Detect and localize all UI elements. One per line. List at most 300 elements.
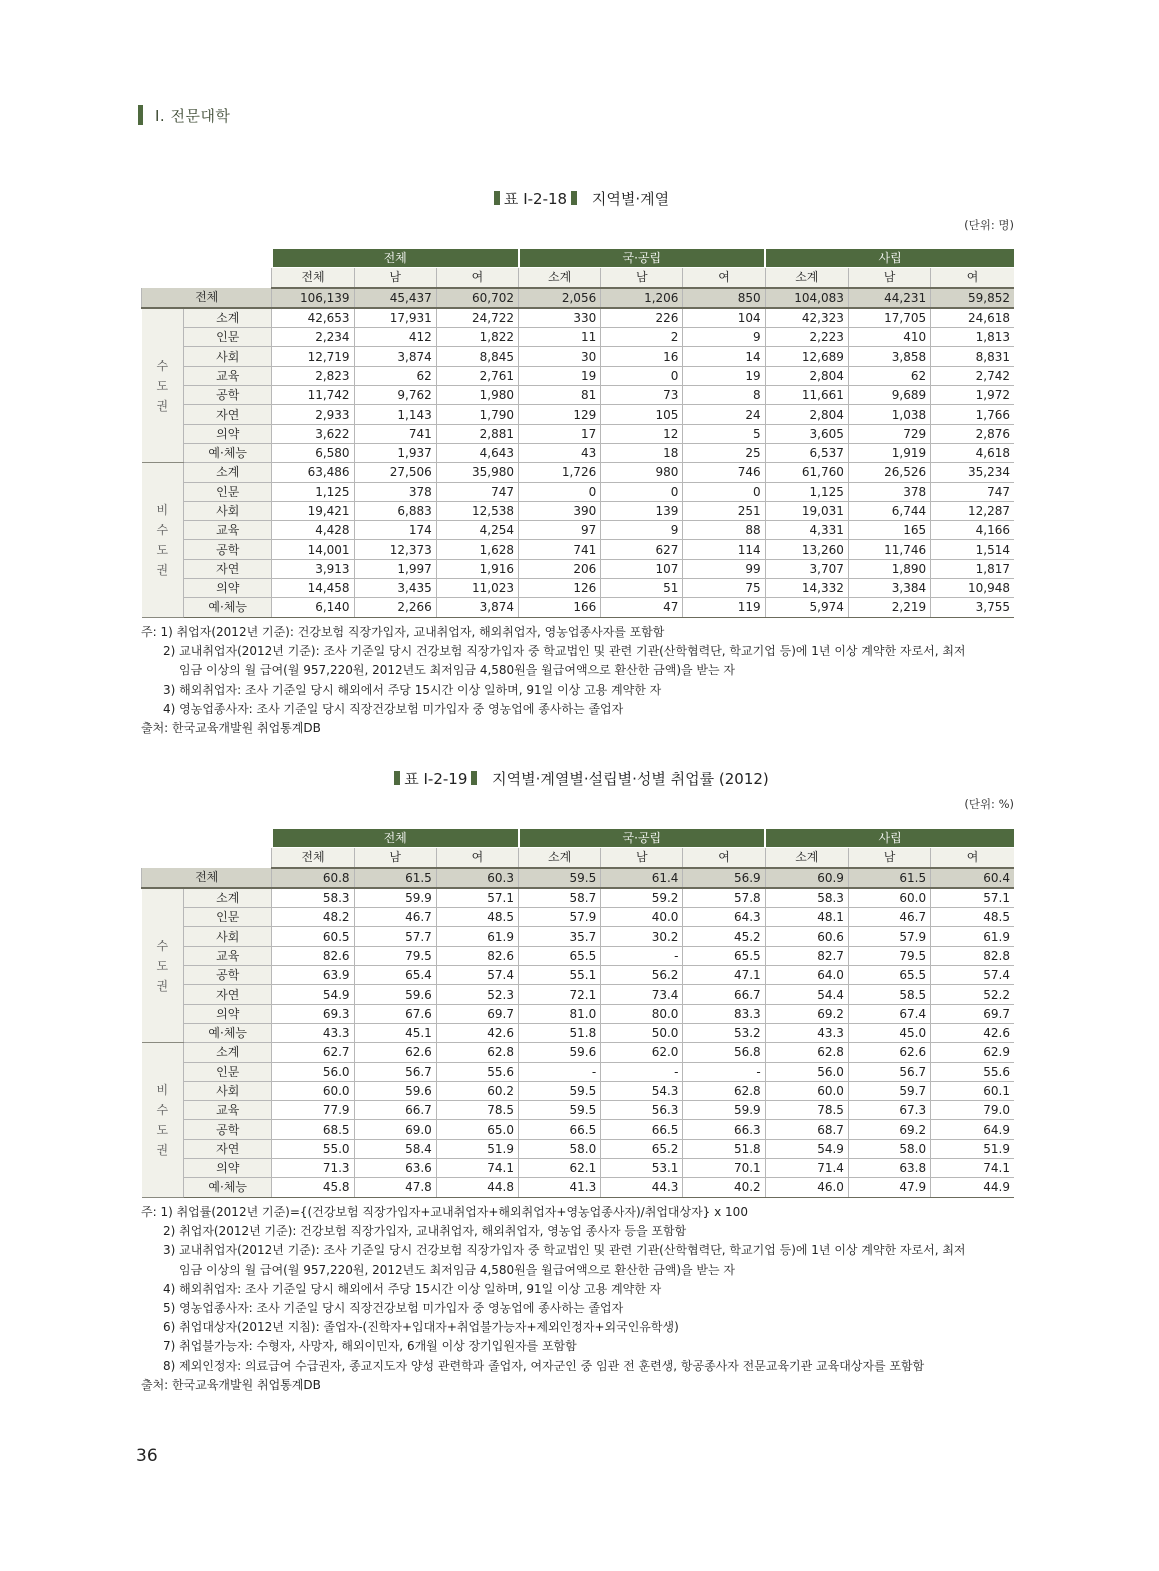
table-cell: 126 xyxy=(519,579,601,598)
table-cell: 44.8 xyxy=(436,1178,518,1197)
table-cell: 57.7 xyxy=(354,927,436,946)
category-label: 교육 xyxy=(184,1101,272,1120)
group-header: 사립 xyxy=(765,249,1014,268)
table-cell: 1,628 xyxy=(436,540,518,559)
table-row xyxy=(142,540,1015,559)
table-cell: 60.0 xyxy=(765,1081,848,1100)
table-cell: 59.5 xyxy=(519,1101,601,1120)
table-cell: 0 xyxy=(519,482,601,501)
section-bar xyxy=(138,105,143,125)
table-cell: 60,702 xyxy=(436,288,518,308)
table-cell: 82.6 xyxy=(436,946,518,965)
table-cell: 58.7 xyxy=(519,888,601,908)
group-header: 국·공립 xyxy=(519,249,766,268)
table-cell: 30.2 xyxy=(601,927,683,946)
table-cell: 72.1 xyxy=(519,985,601,1004)
row-label: 전체 xyxy=(142,288,272,308)
table-cell: 11,742 xyxy=(272,386,354,405)
table-cell: 11,746 xyxy=(848,540,930,559)
table-cell: 79.5 xyxy=(848,946,930,965)
table-cell: 59.6 xyxy=(519,1043,601,1062)
table-cell: 2,761 xyxy=(436,366,518,385)
table-cell: 51.8 xyxy=(683,1139,765,1158)
table-cell: 13,260 xyxy=(765,540,848,559)
table-cell: 47.1 xyxy=(683,966,765,985)
table-cell: 41.3 xyxy=(519,1178,601,1197)
table-cell: 51.9 xyxy=(931,1139,1014,1158)
table-cell: 59.6 xyxy=(354,985,436,1004)
table-cell: 1,997 xyxy=(354,559,436,578)
table-row xyxy=(142,405,1015,424)
table-cell: 8,845 xyxy=(436,347,518,366)
title-marker xyxy=(494,191,500,205)
table-cell: 2,266 xyxy=(354,598,436,617)
note-line: 주: 1) 취업자(2012년 기준): 건강보험 직장가입자, 교내취업자, 해외취업자, 영농업종사자를 포함함 xyxy=(141,625,665,639)
table-cell: 42.6 xyxy=(931,1023,1014,1042)
note-line: 임금 이상의 월 급여(월 957,220원, 2012년도 최저임금 4,580원을 월급여액으로 환산한 금액)을 받는 자 xyxy=(179,1262,736,1277)
table-cell: 2,234 xyxy=(272,328,354,347)
table-cell: 88 xyxy=(683,521,765,540)
table-cell: 980 xyxy=(601,463,683,482)
column-header: 여 xyxy=(436,268,518,288)
table-cell: 42.6 xyxy=(436,1023,518,1042)
table-cell: 45.2 xyxy=(683,927,765,946)
table-row xyxy=(142,888,1015,908)
section-title: Ⅰ. 전문대학 xyxy=(155,106,231,125)
title-prefix: 표 xyxy=(404,770,419,788)
table-cell: 55.6 xyxy=(931,1062,1014,1081)
table-cell: 16 xyxy=(601,347,683,366)
table-cell: 48.1 xyxy=(765,908,848,927)
table-cell: - xyxy=(601,1062,683,1081)
table-cell: 75 xyxy=(683,579,765,598)
category-label: 교육 xyxy=(184,946,272,965)
table-cell: 1,972 xyxy=(931,386,1014,405)
table-row xyxy=(142,579,1015,598)
table-cell: 114 xyxy=(683,540,765,559)
table-cell: 8,831 xyxy=(931,347,1014,366)
column-header: 전체 xyxy=(272,268,354,288)
column-header: 여 xyxy=(931,268,1014,288)
table-row xyxy=(142,1178,1015,1197)
table-cell: 6,744 xyxy=(848,501,930,520)
table-cell: 62.1 xyxy=(519,1159,601,1178)
table-cell: 62.8 xyxy=(436,1043,518,1062)
column-header: 소계 xyxy=(765,268,848,288)
table-cell: - xyxy=(601,946,683,965)
table-cell: 35.7 xyxy=(519,927,601,946)
category-label: 예·체능 xyxy=(184,443,272,462)
table-cell: 67.6 xyxy=(354,1004,436,1023)
column-header: 소계 xyxy=(519,268,601,288)
table-cell: 61,760 xyxy=(765,463,848,482)
table-cell: 378 xyxy=(354,482,436,501)
table-cell: 65.4 xyxy=(354,966,436,985)
table-cell: 330 xyxy=(519,308,601,328)
table-cell: 68.5 xyxy=(272,1120,354,1139)
table-cell: 77.9 xyxy=(272,1101,354,1120)
table-cell: 58.3 xyxy=(765,888,848,908)
table-cell: 69.7 xyxy=(931,1004,1014,1023)
note-line: 7) 취업불가능자: 수형자, 사망자, 해외이민자, 6개월 이상 장기입원자를 포함함 xyxy=(163,1339,577,1354)
table-cell: 3,605 xyxy=(765,424,848,443)
table-row xyxy=(142,1023,1015,1042)
table-cell: 45.0 xyxy=(848,1023,930,1042)
table-cell: 63,486 xyxy=(272,463,354,482)
table-cell: 74.1 xyxy=(436,1159,518,1178)
table-row xyxy=(142,443,1015,462)
table-cell: 35,980 xyxy=(436,463,518,482)
table-cell: 43.3 xyxy=(272,1023,354,1042)
table-cell: 741 xyxy=(519,540,601,559)
table-cell: 25 xyxy=(683,443,765,462)
table-cell: 48.5 xyxy=(436,908,518,927)
table-cell: 44,231 xyxy=(848,288,930,308)
table-cell: 56.3 xyxy=(601,1101,683,1120)
region-label: 비 수 도 권 xyxy=(142,463,184,617)
table-cell: 66.5 xyxy=(519,1120,601,1139)
table-cell: 56.7 xyxy=(354,1062,436,1081)
table-cell: 65.2 xyxy=(601,1139,683,1158)
table-cell: 56.0 xyxy=(272,1062,354,1081)
table-cell: 6,580 xyxy=(272,443,354,462)
table-cell: 65.0 xyxy=(436,1120,518,1139)
table-cell: 59.5 xyxy=(519,1081,601,1100)
table-cell: 0 xyxy=(601,366,683,385)
table-row-total xyxy=(142,288,1015,308)
table-cell: 174 xyxy=(354,521,436,540)
table-cell: 69.3 xyxy=(272,1004,354,1023)
category-label: 교육 xyxy=(184,521,272,540)
table-cell: 51.9 xyxy=(436,1139,518,1158)
table-cell: 57.8 xyxy=(683,888,765,908)
table-cell: 57.4 xyxy=(931,966,1014,985)
table-row xyxy=(142,501,1015,520)
table-cell: 62.0 xyxy=(601,1043,683,1062)
table-cell: 40.2 xyxy=(683,1178,765,1197)
table-row-total xyxy=(142,868,1015,888)
table-cell: 74.1 xyxy=(931,1159,1014,1178)
table-cell: 19,421 xyxy=(272,501,354,520)
table-cell: 4,643 xyxy=(436,443,518,462)
table-row xyxy=(142,1101,1015,1120)
table-cell: 746 xyxy=(683,463,765,482)
table-cell: 105 xyxy=(601,405,683,424)
table-cell: 62.6 xyxy=(848,1043,930,1062)
table-cell: 104,083 xyxy=(765,288,848,308)
table-19-unit: (단위: %) xyxy=(964,797,1014,811)
table-cell: 97 xyxy=(519,521,601,540)
table-cell: 56.9 xyxy=(683,868,765,888)
table-cell: 1,937 xyxy=(354,443,436,462)
table-cell: 17,931 xyxy=(354,308,436,328)
table-cell: 57.1 xyxy=(931,888,1014,908)
table-row xyxy=(142,985,1015,1004)
table-cell: 58.0 xyxy=(848,1139,930,1158)
table-cell: 56.0 xyxy=(765,1062,848,1081)
table-cell: 54.9 xyxy=(765,1139,848,1158)
category-label: 예·체능 xyxy=(184,1178,272,1197)
table-cell: 1,766 xyxy=(931,405,1014,424)
category-label: 공학 xyxy=(184,1120,272,1139)
table-cell: 6,883 xyxy=(354,501,436,520)
table-cell: 3,858 xyxy=(848,347,930,366)
table-cell: 83.3 xyxy=(683,1004,765,1023)
table-cell: 60.9 xyxy=(765,868,848,888)
table-cell: 64.3 xyxy=(683,908,765,927)
title-marker xyxy=(571,191,577,205)
table-cell: 729 xyxy=(848,424,930,443)
title-prefix: 표 xyxy=(503,190,519,208)
table-cell: 1,916 xyxy=(436,559,518,578)
category-label: 의약 xyxy=(184,1159,272,1178)
region-label: 비 수 도 권 xyxy=(142,1043,184,1197)
table-cell: 62 xyxy=(848,366,930,385)
table-cell: 59.7 xyxy=(848,1081,930,1100)
table-cell: 60.5 xyxy=(272,927,354,946)
table-cell: 2,056 xyxy=(519,288,601,308)
table-cell: 68.7 xyxy=(765,1120,848,1139)
column-header: 소계 xyxy=(519,848,601,868)
table-row xyxy=(142,463,1015,482)
table-cell: 19 xyxy=(519,366,601,385)
table-cell: 59.9 xyxy=(683,1101,765,1120)
row-label: 전체 xyxy=(142,868,272,888)
column-header: 남 xyxy=(601,848,683,868)
table-cell: 2,876 xyxy=(931,424,1014,443)
table-cell: 1,143 xyxy=(354,405,436,424)
category-label: 사회 xyxy=(184,501,272,520)
table-cell: 3,874 xyxy=(354,347,436,366)
category-label: 인문 xyxy=(184,908,272,927)
column-header: 여 xyxy=(931,848,1014,868)
title-marker xyxy=(471,771,477,785)
table-cell: 104 xyxy=(683,308,765,328)
table-cell: 3,707 xyxy=(765,559,848,578)
category-label: 의약 xyxy=(184,424,272,443)
title-text: 지역별·계열 xyxy=(591,190,670,208)
category-label: 의약 xyxy=(184,1004,272,1023)
table-row xyxy=(142,908,1015,927)
table-cell: 27,506 xyxy=(354,463,436,482)
table-row xyxy=(142,1139,1015,1158)
table-row xyxy=(142,366,1015,385)
note-line: 8) 제외인정자: 의료급여 수급권자, 종교지도자 양성 관련학과 졸업자, 여자군인 중 임관 전 훈련생, 항공종사자 전문교육기관 교육대상자를 포함함 xyxy=(163,1358,925,1373)
table-cell: 61.9 xyxy=(436,927,518,946)
table-cell: 42,323 xyxy=(765,308,848,328)
table-cell: 66.7 xyxy=(683,985,765,1004)
table-cell: 60.1 xyxy=(931,1081,1014,1100)
table-cell: 4,254 xyxy=(436,521,518,540)
table-cell: 1,790 xyxy=(436,405,518,424)
table-cell: 58.4 xyxy=(354,1139,436,1158)
table-cell: 40.0 xyxy=(601,908,683,927)
table-cell: 60.0 xyxy=(848,888,930,908)
table-cell: 58.3 xyxy=(272,888,354,908)
table-cell: 47 xyxy=(601,598,683,617)
table-cell: 62 xyxy=(354,366,436,385)
category-label: 의약 xyxy=(184,579,272,598)
table-cell: 24,618 xyxy=(931,308,1014,328)
table-cell: 6,537 xyxy=(765,443,848,462)
table-cell: 1,125 xyxy=(272,482,354,501)
table-cell: 12,373 xyxy=(354,540,436,559)
table-cell: 60.3 xyxy=(436,868,518,888)
table-cell: 1,514 xyxy=(931,540,1014,559)
table-cell: 66.3 xyxy=(683,1120,765,1139)
column-header: 소계 xyxy=(765,848,848,868)
category-label: 자연 xyxy=(184,985,272,1004)
column-header: 남 xyxy=(354,848,436,868)
table-cell: 5,974 xyxy=(765,598,848,617)
table-cell: 3,622 xyxy=(272,424,354,443)
table-cell: 53.1 xyxy=(601,1159,683,1178)
table-cell: 47.8 xyxy=(354,1178,436,1197)
note-line: 2) 교내취업자(2012년 기준): 조사 기준일 당시 건강보험 직장가입자 중 학교법인 및 관련 기관(산학협력단, 학교기업 등)에 1년 이상 계약한 자로서, 최저 xyxy=(163,644,966,659)
column-header: 여 xyxy=(683,268,765,288)
table-cell: 73 xyxy=(601,386,683,405)
table-cell: 24 xyxy=(683,405,765,424)
table-cell: 62.7 xyxy=(272,1043,354,1062)
table-cell: 47.9 xyxy=(848,1178,930,1197)
table-cell: 0 xyxy=(601,482,683,501)
table-cell: 1,726 xyxy=(519,463,601,482)
table-cell: 65.5 xyxy=(519,946,601,965)
note-line: 임금 이상의 월 급여(월 957,220원, 2012년도 최저임금 4,580원을 월급여액으로 환산한 금액)을 받는 자 xyxy=(179,663,736,678)
table-cell: 54.9 xyxy=(272,985,354,1004)
table-row xyxy=(142,1159,1015,1178)
note-line: 출처: 한국교육개발원 취업통계DB xyxy=(141,1377,321,1392)
table-cell: 43 xyxy=(519,443,601,462)
table-cell: 56.8 xyxy=(683,1043,765,1062)
table-cell: 9 xyxy=(601,521,683,540)
table-cell: 2,223 xyxy=(765,328,848,347)
table-cell: 63.6 xyxy=(354,1159,436,1178)
table-cell: 251 xyxy=(683,501,765,520)
table-cell: 55.6 xyxy=(436,1062,518,1081)
table-cell: 44.9 xyxy=(931,1178,1014,1197)
note-line: 주: 1) 취업률(2012년 기준)={(건강보험 직장가입자+교내취업자+해외취업자+영농업종사자)/취업대상자} x 100 xyxy=(141,1205,748,1219)
table-cell: 4,166 xyxy=(931,521,1014,540)
table-cell: 2,804 xyxy=(765,366,848,385)
group-header: 사립 xyxy=(765,829,1014,848)
table-cell: 14,332 xyxy=(765,579,848,598)
column-header: 여 xyxy=(683,848,765,868)
table-cell: 62.8 xyxy=(683,1081,765,1100)
table-cell: 12,719 xyxy=(272,347,354,366)
table-cell: 71.3 xyxy=(272,1159,354,1178)
note-line: 출처: 한국교육개발원 취업통계DB xyxy=(141,721,321,736)
table-cell: 43.3 xyxy=(765,1023,848,1042)
table-cell: 17 xyxy=(519,424,601,443)
table-cell: 67.3 xyxy=(848,1101,930,1120)
table-cell: 60.4 xyxy=(931,868,1014,888)
category-label: 자연 xyxy=(184,1139,272,1158)
table-cell: 9 xyxy=(683,328,765,347)
table-row xyxy=(142,328,1015,347)
table-cell: 1,817 xyxy=(931,559,1014,578)
table-cell: 2,804 xyxy=(765,405,848,424)
table-cell: 80.0 xyxy=(601,1004,683,1023)
category-label: 사회 xyxy=(184,927,272,946)
table-cell: 45,437 xyxy=(354,288,436,308)
table-cell: 42,653 xyxy=(272,308,354,328)
table-cell: 45.8 xyxy=(272,1178,354,1197)
table-cell: 747 xyxy=(931,482,1014,501)
table-row xyxy=(142,598,1015,617)
table-cell: 8 xyxy=(683,386,765,405)
table-cell: 9,689 xyxy=(848,386,930,405)
table-cell: 79.5 xyxy=(354,946,436,965)
table-cell: 3,913 xyxy=(272,559,354,578)
table-cell: 54.3 xyxy=(601,1081,683,1100)
table-cell: 17,705 xyxy=(848,308,930,328)
column-header: 남 xyxy=(848,848,930,868)
table-row xyxy=(142,1081,1015,1100)
table-cell: 1,125 xyxy=(765,482,848,501)
table-row xyxy=(142,482,1015,501)
table-cell: 55.0 xyxy=(272,1139,354,1158)
table-cell: 51 xyxy=(601,579,683,598)
category-label: 소계 xyxy=(184,888,272,908)
category-label: 사회 xyxy=(184,347,272,366)
table-cell: 60.6 xyxy=(765,927,848,946)
category-label: 소계 xyxy=(184,308,272,328)
table-cell: 226 xyxy=(601,308,683,328)
title-number: Ⅰ-2-19 xyxy=(423,770,468,788)
table-cell: 4,618 xyxy=(931,443,1014,462)
table-cell: 58.5 xyxy=(848,985,930,1004)
table-cell: 79.0 xyxy=(931,1101,1014,1120)
table-cell: 2,742 xyxy=(931,366,1014,385)
table-row xyxy=(142,1004,1015,1023)
table-cell: 2 xyxy=(601,328,683,347)
table-cell: 63.9 xyxy=(272,966,354,985)
table-cell: 54.4 xyxy=(765,985,848,1004)
table-row xyxy=(142,347,1015,366)
table-cell: 82.6 xyxy=(272,946,354,965)
table-18-title xyxy=(0,188,1159,209)
table-cell: 59.5 xyxy=(519,868,601,888)
table-cell: 69.7 xyxy=(436,1004,518,1023)
note-line: 4) 해외취업자: 조사 기준일 당시 해외에서 주당 15시간 이상 일하며, 91일 이상 고용 계약한 자 xyxy=(163,1281,662,1296)
table-cell: 59.2 xyxy=(601,888,683,908)
table-row xyxy=(142,1120,1015,1139)
table-cell: 12,287 xyxy=(931,501,1014,520)
table-cell: 3,874 xyxy=(436,598,518,617)
table-cell: 11 xyxy=(519,328,601,347)
table-cell: 24,722 xyxy=(436,308,518,328)
table-cell: 78.5 xyxy=(436,1101,518,1120)
category-label: 예·체능 xyxy=(184,1023,272,1042)
column-header: 남 xyxy=(848,268,930,288)
table-cell: 741 xyxy=(354,424,436,443)
category-label: 소계 xyxy=(184,463,272,482)
table-cell: 60.0 xyxy=(272,1081,354,1100)
column-header: 남 xyxy=(354,268,436,288)
table-cell: 69.2 xyxy=(765,1004,848,1023)
table-cell: 56.7 xyxy=(848,1062,930,1081)
table-cell: 2,933 xyxy=(272,405,354,424)
table-cell: 48.5 xyxy=(931,908,1014,927)
group-header: 전체 xyxy=(272,829,519,848)
title-number: Ⅰ-2-18 xyxy=(523,190,568,208)
table-cell: - xyxy=(683,1062,765,1081)
table-cell: 60.2 xyxy=(436,1081,518,1100)
table-cell: 45.1 xyxy=(354,1023,436,1042)
title-marker xyxy=(394,771,400,785)
table-cell: 69.0 xyxy=(354,1120,436,1139)
